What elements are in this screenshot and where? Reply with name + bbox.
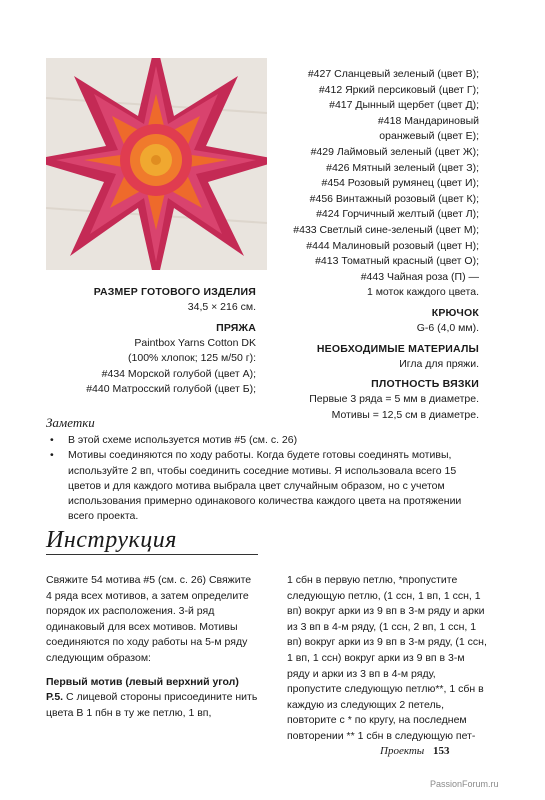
section-divider: [46, 554, 258, 555]
size-and-yarn-block: [46, 284, 256, 398]
instructions-intro: Свяжите 54 мотива #5 (см. с. 26) Свяжите 4 ряда всех мотивов, а затем определите порядок их расположения. 3-й ряд одинаковый для всех мотивов. Мотивы соединяются по ходу работы на 5-м ряду следующим образом:: [46, 574, 252, 664]
yarn-color-line: #444 Малиновый розовый (цвет Н);: [306, 239, 479, 252]
yarn-color-line: #429 Лаймовый зеленый (цвет Ж);: [310, 145, 479, 158]
page-number: 153: [432, 745, 450, 757]
instructions-column-left: [46, 573, 258, 721]
instructions-title: Инструкция: [46, 527, 177, 553]
row-label: Р.5.: [46, 691, 64, 704]
notes-section: [46, 415, 486, 524]
page-footer: [380, 745, 449, 757]
watermark: PassionForum.ru: [430, 779, 499, 789]
gauge-line: Первые 3 ряда = 5 мм в диаметре.: [309, 393, 479, 406]
first-motif-subhead: Первый мотив (левый верхний угол): [46, 675, 239, 688]
yarn-color-line: #412 Яркий персиковый (цвет Г);: [318, 83, 479, 96]
yarn-line: (100% хлопок; 125 м/50 г):: [128, 352, 256, 365]
materials-heading: НЕОБХОДИМЫЕ МАТЕРИАЛЫ: [316, 342, 479, 355]
footer-section: Проекты: [380, 745, 425, 757]
yarn-line: #434 Морской голубой (цвет А);: [101, 367, 256, 380]
yarn-color-list: [280, 67, 479, 423]
row-text: С лицевой стороны присоедините нить цвета В 1 пбн в ту же петлю, 1 вп,: [46, 691, 258, 719]
hook-value: G-6 (4,0 мм).: [416, 321, 479, 334]
gauge-line: Мотивы = 12,5 см в диаметре.: [331, 408, 479, 421]
instructions-column-right: [287, 573, 487, 745]
yarn-heading: ПРЯЖА: [216, 321, 256, 334]
yarn-color-line: #433 Светлый сине-зеленый (цвет М);: [293, 223, 479, 236]
notes-item: • В этой схеме используется мотив #5 (см. с. 26): [46, 433, 486, 448]
size-value: 34,5 × 216 см.: [187, 301, 256, 313]
yarn-color-line: оранжевый (цвет Е);: [379, 130, 479, 143]
motif-photo: [46, 58, 267, 270]
hook-heading: КРЮЧОК: [431, 306, 479, 319]
yarn-color-line: #454 Розовый румянец (цвет И);: [321, 177, 479, 190]
yarn-color-line: #456 Винтажный розовый (цвет К);: [309, 192, 479, 205]
row-5-paragraph: [46, 690, 258, 721]
notes-list: [46, 433, 486, 524]
yarn-line: Paintbox Yarns Cotton DK: [134, 336, 256, 349]
notes-item: • Мотивы соединяются по ходу работы. Когда будете готовы соединять мотивы, используйте 2 вп, чтобы соединить соседние мотивы. Я использовала всего 15 цветов и для каждого мотива выбрала цвет случайным образом, но с учетом использования примерно одинакового количества каждого цвета на протяжении всего проекта.: [46, 448, 486, 524]
yarn-color-line: 1 моток каждого цвета.: [366, 286, 479, 299]
yarn-line: #440 Матросский голубой (цвет Б);: [86, 383, 256, 396]
yarn-color-line: #427 Сланцевый зеленый (цвет В);: [307, 68, 479, 80]
size-heading: РАЗМЕР ГОТОВОГО ИЗДЕЛИЯ: [93, 286, 256, 298]
crochet-star-image: [46, 58, 267, 270]
materials-value: Игла для пряжи.: [399, 357, 479, 370]
instructions-continued: 1 сбн в первую петлю, *пропустите следующую петлю, (1 ссн, 1 вп, 1 ссн, 1 вп) вокруг арки из 9 вп в 3-м ряду и арки из 3 вп в 4-м ряду, (1 ссн, 2 вп, 1 ссн, 1 вп) вокруг арки из 9 вп в 3-м ряду, (1 ссн, 1 вп, 1 ссн) вокруг арки из 9 вп в 3-м ряду и арки из 3 вп в 4-м ряду, пропустите следующую петлю**, 1 сбн в каждую из следующих 2 петель, повторите с * по кругу, на последнем повторении ** 1 сбн в следующую пет-: [287, 574, 487, 742]
yarn-color-line: #426 Мятный зеленый (цвет З);: [326, 161, 479, 174]
yarn-color-line: #424 Горчичный желтый (цвет Л);: [316, 208, 479, 221]
yarn-color-line: #418 Мандариновый: [377, 114, 479, 127]
yarn-color-line: #417 Дынный щербет (цвет Д);: [329, 99, 479, 112]
yarn-color-line: #443 Чайная роза (П) —: [360, 270, 479, 283]
yarn-color-line: #413 Томатный красный (цвет О);: [315, 255, 479, 268]
notes-title: Заметки: [46, 415, 95, 430]
gauge-heading: ПЛОТНОСТЬ ВЯЗКИ: [371, 378, 479, 391]
